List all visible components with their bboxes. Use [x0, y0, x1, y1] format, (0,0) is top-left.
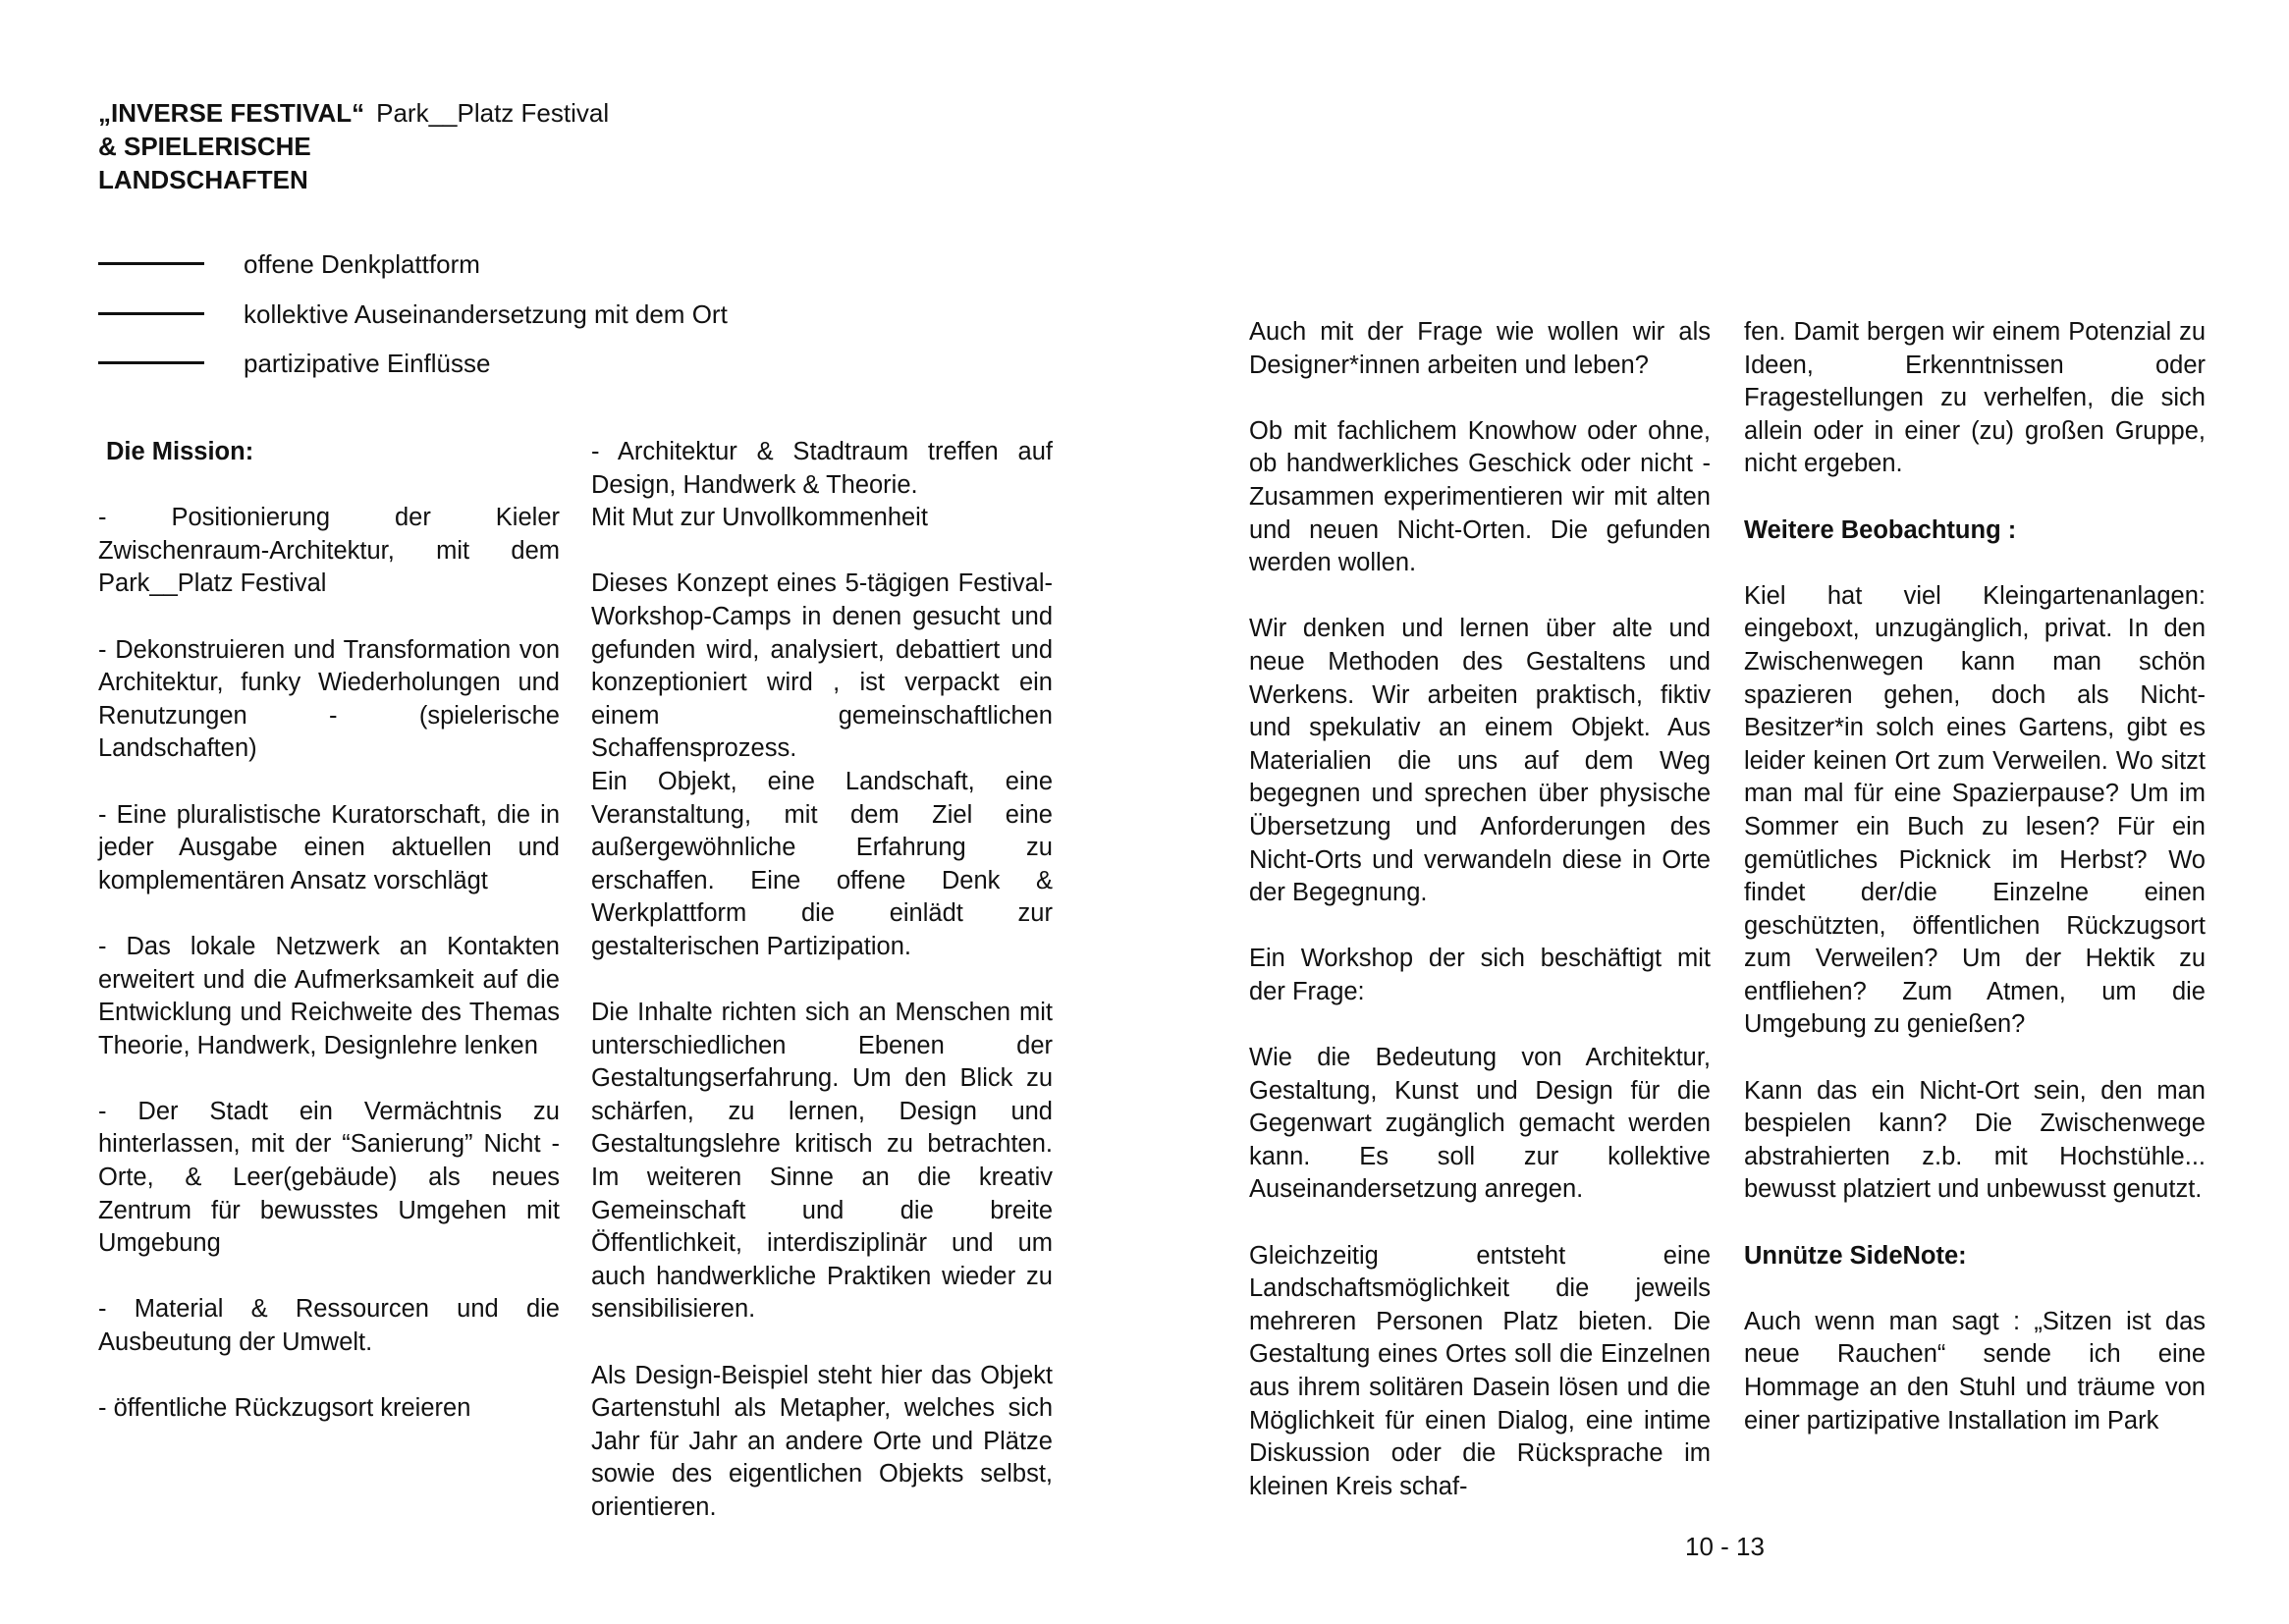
title-line-2: & SPIELERISCHE [98, 132, 311, 161]
tag-rule [98, 262, 204, 265]
title-block [98, 96, 609, 196]
workshop-paragraph: Auch mit der Frage wie wollen wir als Designer*innen arbeiten und leben? [1249, 318, 1711, 379]
concept-paragraph: Mit Mut zur Unvollkommenheit [591, 504, 928, 532]
mission-paragraph: - öffentliche Rückzugsort kreieren [98, 1394, 471, 1423]
observation-paragraph: Kiel hat viel Kleingartenanlagen: eingeboxt, unzugänglich, privat. In den Zwischenwegen kann man schön spazieren gehen, doch als Nicht-Besitzer*in solch eines Gartens, gibt es leider keinen Ort zum Verweilen. Wo sitzt man mal für eine Spazierpause? Um im Sommer ein Buch zu lesen? Für ein gemütliches Picknick im Herbst? Wo findet der/die Einzelne einen geschützten, öffentlichen Rückzugsort zum Verweilen? Um der Hektik zu entfliehen? Zum Atmen, um die Umgebung zu genießen? [1744, 581, 2206, 1039]
festival-title: „INVERSE FESTIVAL“ [98, 98, 365, 128]
workshop-paragraph: Ob mit fachlichem Knowhow oder ohne, ob handwerkliches Geschick oder nicht - Zusammen experimentieren wir mit alten und neuen Nicht-Orten. Die gefunden werden wollen. [1249, 416, 1711, 577]
mission-paragraph: - Der Stadt ein Vermächtnis zu hinterlassen, mit der “Sanierung” Nicht - Orte, & Leer(gebäude) als neues Zentrum für bewusstes Umgehen mit Umgebung [98, 1097, 560, 1258]
mission-paragraph: - Eine pluralistische Kuratorschaft, die in jeder Ausgabe einen aktuellen und komplementären Ansatz vorschlägt [98, 800, 560, 894]
page-number: 10 - 13 [1685, 1532, 1765, 1561]
tag-label: partizipative Einflüsse [244, 349, 491, 378]
concept-paragraph: Ein Objekt, eine Landschaft, eine Veranstaltung, mit dem Ziel eine außergewöhnliche Erfahrung zu erschaffen. Eine offene Denk & Werkplattform die einlädt zur gestalterischen Partizipation. [591, 767, 1053, 960]
festival-subtitle: Park__Platz Festival [376, 98, 610, 128]
column-concept [591, 436, 1053, 1557]
tag-label: kollektive Auseinandersetzung mit dem Ort [244, 299, 728, 329]
workshop-paragraph: Wir denken und lernen über alte und neue Methoden des Gestaltens und Werkens. Wir arbeiten praktisch, fiktiv und spekulativ an einem Objekt. Aus Materialien die uns auf dem Weg begegnen und sprechen über physische Übersetzung und Anforderungen des Nicht-Orts und verwandeln diese in Orte der Begegnung. [1249, 615, 1711, 907]
column-mission [98, 436, 560, 1458]
title-line-3: LANDSCHAFTEN [98, 165, 308, 194]
observation-paragraph: fen. Damit bergen wir einem Potenzial zu Ideen, Erkenntnissen oder Fragestellungen zu verhelfen, die sich allein oder in einer (zu) großen Gruppe, nicht ergeben. [1744, 318, 2206, 478]
column-observation [1744, 316, 2206, 1471]
concept-paragraph: Als Design-Beispiel steht hier das Objekt Gartenstuhl als Metapher, welches sich Jahr für Jahr an andere Orte und Plätze sowie des eigentlichen Objekts selbst, orientieren. [591, 1361, 1053, 1521]
workshop-paragraph: Gleichzeitig entsteht eine Landschaftsmöglichkeit die jeweils mehreren Personen Platz bieten. Die Gestaltung eines Ortes soll die Einzelnen aus ihrem solitären Dasein lösen und die Möglichkeit für einen Dialog, eine intime Diskussion oder die Rücksprache im kleinen Kreis schaf- [1249, 1241, 1711, 1500]
sidenote-heading: Unnütze SideNote: [1744, 1241, 1967, 1270]
tag-rule [98, 361, 204, 364]
tag-rule [98, 312, 204, 315]
mission-paragraph: - Das lokale Netzwerk an Kontakten erweitert und die Aufmerksamkeit auf die Entwicklung und Reichweite des Themas Theorie, Handwerk, Designlehre lenken [98, 932, 560, 1059]
mission-heading: Die Mission: [106, 438, 254, 465]
concept-paragraph: Dieses Konzept eines 5-tägigen Festival-Workshop-Camps in denen gesucht und gefunden wird, analysiert, debattiert und konzeptioniert wird , ist verpackt ein einem gemeinschaftlichen Schaffensprozess. [591, 569, 1053, 763]
mission-paragraph: - Positionierung der Kieler Zwischenraum-Architektur, mit dem Park__Platz Festival [98, 504, 560, 598]
column-workshop [1249, 316, 1711, 1537]
observation-heading: Weitere Beobachtung : [1744, 515, 2017, 544]
observation-paragraph: Kann das ein Nicht-Ort sein, den man bespielen kann? Die Zwischenwege abstrahierten z.b. mit Hochstühle... bewusst platziert und unbewusst genutzt. [1744, 1076, 2206, 1204]
concept-paragraph: Die Inhalte richten sich an Menschen mit unterschiedlichen Ebenen der Gestaltungserfahrung. Um den Blick zu schärfen, zu lernen, Design und Gestaltungslehre kritisch zu betrachten. Im weiteren Sinne an die kreativ Gemeinschaft und die breite Öffentlichkeit, interdisziplinär und um auch handwerkliche Praktiken wieder zu sensibilisieren. [591, 999, 1053, 1324]
sidenote-paragraph: Auch wenn man sagt : „Sitzen ist das neue Rauchen“ sende ich eine Hommage an den Stuhl und träume von einer partizipative Installation im Park [1744, 1307, 2206, 1435]
tag-label: offene Denkplattform [244, 249, 480, 279]
workshop-paragraph: Ein Workshop der sich beschäftigt mit der Frage: [1249, 945, 1711, 1005]
mission-paragraph: - Material & Ressourcen und die Ausbeutung der Umwelt. [98, 1295, 560, 1357]
title-line-1 [98, 96, 609, 130]
concept-paragraph: - Architektur & Stadtraum treffen auf Design, Handwerk & Theorie. [591, 438, 1053, 499]
workshop-paragraph: Wie die Bedeutung von Architektur, Gestaltung, Kunst und Design für die Gegenwart zugänglich gemacht werden kann. Es soll zur kollektive Auseinandersetzung anregen. [1249, 1044, 1711, 1204]
mission-paragraph: - Dekonstruieren und Transformation von Architektur, funky Wiederholungen und Renutzungen - (spielerische Landschaften) [98, 635, 560, 763]
